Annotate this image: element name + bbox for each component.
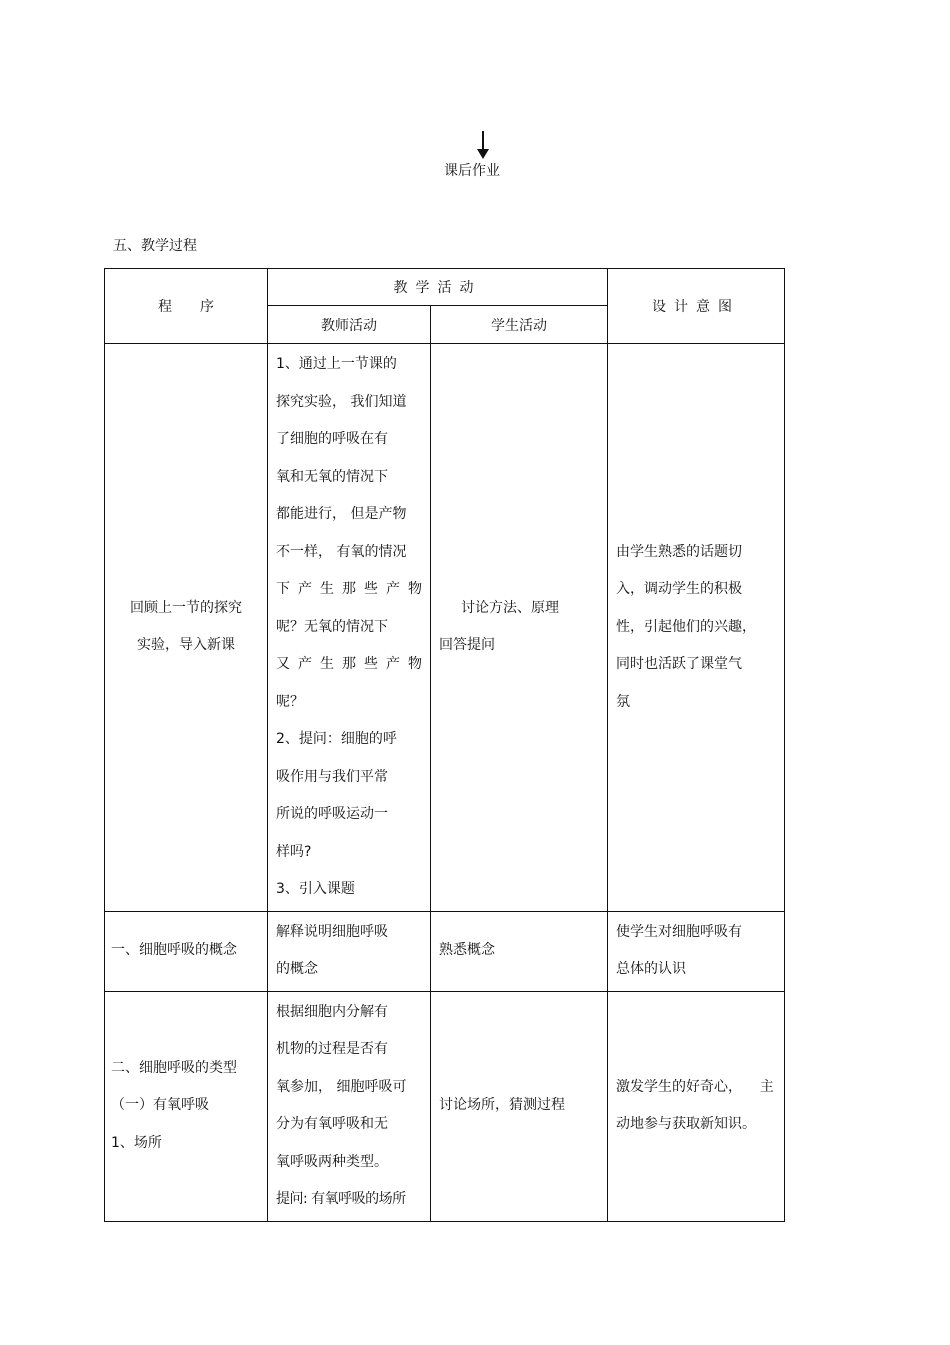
- cell-line: 总体的认识: [616, 961, 686, 977]
- cell-line: （一）有氧呼吸: [111, 1097, 209, 1114]
- cell-line: 二、细胞呼吸的类型: [111, 1059, 237, 1076]
- header-teacher-label: 教师活动: [321, 317, 377, 334]
- header-procedure: [105, 269, 268, 344]
- cell-line: 呢？: [276, 693, 304, 710]
- flow-step-label: 课后作业: [444, 163, 500, 179]
- cell-line: 熟悉概念: [439, 942, 495, 959]
- row3-procedure: [105, 991, 268, 1221]
- row3-student: [431, 991, 608, 1221]
- cell-line: 一、细胞呼吸的概念: [111, 942, 237, 959]
- row2-intent: [608, 911, 785, 991]
- header-intent: [608, 269, 785, 344]
- cell-line: 氛: [616, 693, 630, 710]
- header-student-label: 学生活动: [491, 317, 547, 334]
- cell-line: 了细胞的呼吸在有: [276, 431, 388, 447]
- header-teacher: [268, 306, 431, 344]
- cell-line: 1、场所: [111, 1134, 162, 1151]
- cell-line: 由学生熟悉的话题切: [616, 543, 742, 560]
- cell-line: 吸作用与我们平常: [276, 768, 388, 785]
- cell-line: 回答提问: [439, 637, 495, 654]
- cell-line: 使学生对细胞呼吸有: [616, 923, 742, 940]
- table-row: [105, 344, 785, 912]
- cell-line: 2、提问：细胞的呼: [276, 731, 397, 747]
- row1-intent: [608, 344, 785, 912]
- cell-line: 分为有氧呼吸和无: [276, 1116, 388, 1132]
- cell-line: 实验，导入新课: [137, 637, 235, 654]
- table-row: [105, 911, 785, 991]
- cell-line: 入，调动学生的积极: [616, 581, 742, 597]
- cell-line: 不一样， 有氧的情况: [276, 543, 407, 560]
- cell-line: 氧参加， 细胞呼吸可: [276, 1078, 407, 1095]
- row3-teacher: [268, 991, 431, 1221]
- header-activities-label: 教学活动: [393, 280, 482, 296]
- cell-line: 激发学生的好奇心， 主: [616, 1078, 774, 1095]
- row1-teacher: [268, 344, 431, 912]
- teaching-process-table: [104, 268, 785, 1222]
- cell-line: 又产生那些产物: [276, 656, 422, 672]
- cell-line: 回顾上一节的探究: [130, 599, 242, 616]
- row2-teacher: [268, 911, 431, 991]
- header-intent-label: 设计意图: [652, 299, 740, 315]
- cell-line: 性，引起他们的兴趣，: [616, 618, 756, 635]
- cell-line: 3、引入课题: [276, 881, 355, 897]
- cell-line: 下产生那些产物: [276, 581, 422, 597]
- cell-line: 机物的过程是否有: [276, 1041, 388, 1057]
- cell-line: 根据细胞内分解有: [276, 1003, 388, 1020]
- header-student: [431, 306, 608, 344]
- cell-line: 动地参与获取新知识。: [616, 1116, 756, 1132]
- header-activities: [268, 269, 608, 306]
- row1-student: [431, 344, 608, 912]
- section-title: 五、教学过程: [113, 238, 197, 254]
- row1-procedure: [105, 344, 268, 912]
- cell-line: 讨论方法、原理: [461, 599, 559, 616]
- cell-line: 1、通过上一节课的: [276, 356, 397, 372]
- cell-line: 同时也活跃了课堂气: [616, 656, 742, 672]
- cell-line: 样吗?: [276, 843, 312, 860]
- table-row: [105, 991, 785, 1221]
- row2-procedure: [105, 911, 268, 991]
- cell-line: 都能进行， 但是产物: [276, 506, 407, 522]
- row2-student: [431, 911, 608, 991]
- cell-line: 提问: 有氧呼吸的场所: [276, 1191, 406, 1207]
- cell-line: 氧呼吸两种类型。: [276, 1153, 388, 1170]
- cell-line: 探究实验， 我们知道: [276, 393, 407, 410]
- cell-line: 所说的呼吸运动一: [276, 806, 388, 822]
- cell-line: 解释说明细胞呼吸: [276, 923, 388, 940]
- down-arrow-icon: [475, 131, 491, 159]
- cell-line: 呢？无氧的情况下: [276, 618, 388, 635]
- header-procedure-label: 程 序: [158, 299, 214, 315]
- row3-intent: [608, 991, 785, 1221]
- cell-line: 氧和无氧的情况下: [276, 468, 388, 485]
- cell-line: 的概念: [276, 961, 318, 977]
- cell-line: 讨论场所，猜测过程: [439, 1097, 565, 1114]
